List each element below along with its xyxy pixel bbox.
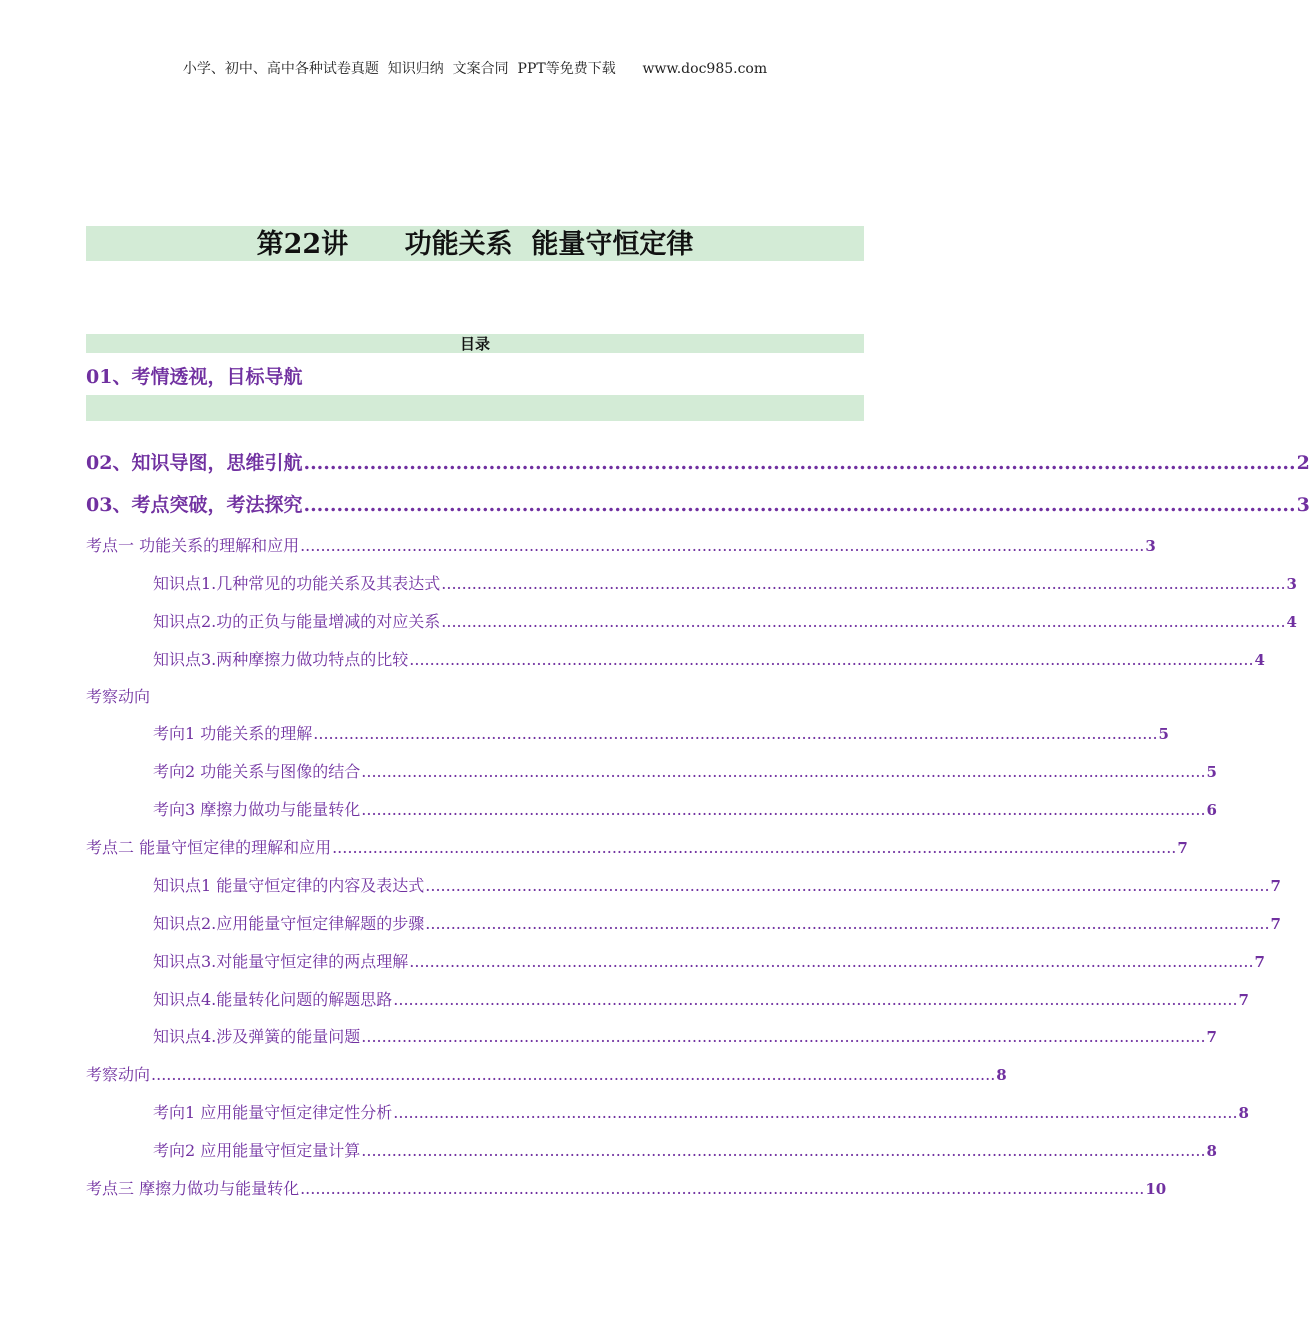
dot-leader: ...................................................................................................................................................................... (300, 536, 1145, 555)
toc-page-number: 8 (1238, 1104, 1249, 1122)
toc-label: 03、考点突破，考法探究 (86, 494, 303, 516)
dot-leader: ...................................................................................................................................................................... (409, 952, 1254, 971)
toc-kaoxiang-1-3[interactable] (153, 797, 1217, 820)
toc-kaoxiang-2-1[interactable] (153, 1100, 1249, 1123)
toc-page-number: 5 (1206, 763, 1217, 781)
toc-highlight-bar (86, 395, 864, 421)
toc-page-number: 3 (1296, 494, 1310, 516)
toc-page-number: 7 (1270, 915, 1281, 933)
toc-kaodian-3[interactable] (86, 1176, 1167, 1199)
toc-label: 考察动向 (86, 687, 151, 706)
toc-kaochadongxiang-2[interactable] (86, 1062, 1007, 1085)
dot-leader: ...................................................................................................................................................................... (393, 990, 1238, 1009)
toc-label: 知识点2.应用能量守恒定律解题的步骤 (153, 914, 425, 933)
toc-label: 考向1 功能关系的理解 (153, 724, 313, 743)
toc-section-3[interactable] (86, 490, 1310, 517)
dot-leader: ...................................................................................................................................................................... (425, 876, 1270, 895)
toc-label: 考向2 功能关系与图像的结合 (153, 762, 361, 781)
toc-page-number: 7 (1238, 991, 1249, 1009)
toc-kaoxiang-1-1[interactable] (153, 721, 1169, 744)
toc-label: 知识点1 能量守恒定律的内容及表达式 (153, 876, 425, 895)
toc-section-2[interactable] (86, 448, 1310, 475)
dot-leader: ...................................................................................................................................................... (303, 452, 1296, 474)
dot-leader: ...................................................................................................................................................................... (361, 1027, 1206, 1046)
toc-label: 知识点3.对能量守恒定律的两点理解 (153, 952, 409, 971)
toc-page-number: 4 (1254, 651, 1265, 669)
toc-page-number: 7 (1254, 953, 1265, 971)
toc-label: 考点一 功能关系的理解和应用 (86, 536, 300, 555)
toc-kaodian-2[interactable] (86, 835, 1188, 858)
site-header: 小学、初中、高中各种试卷真题 知识归纳 文案合同 PPT等免费下载 www.doc985.com (182, 61, 768, 77)
toc-label: 考向2 应用能量守恒定量计算 (153, 1141, 361, 1160)
toc-zhishidian-2-3[interactable] (153, 949, 1265, 972)
toc-label: 02、知识导图，思维引航 (86, 452, 303, 474)
toc-page-number: 7 (1270, 877, 1281, 895)
toc-page-number: 8 (996, 1066, 1007, 1084)
toc-label: 考察动向 (86, 1065, 151, 1084)
toc-section-1[interactable]: 01、考情透视，目标导航 (86, 366, 303, 388)
toc-kaodian-1[interactable] (86, 533, 1156, 556)
dot-leader: ...................................................................................................................................................................... (332, 838, 1177, 857)
dot-leader: ...................................................................................................................................................................... (361, 1141, 1206, 1160)
dot-leader: ...................................................................................................................................................................... (151, 1065, 996, 1084)
toc-label: 知识点1.几种常见的功能关系及其表达式 (153, 574, 441, 593)
toc-label: 知识点2.功的正负与能量增减的对应关系 (153, 612, 441, 631)
toc-page-number: 2 (1296, 452, 1310, 474)
dot-leader: ...................................................................................................................................................................... (300, 1179, 1145, 1198)
toc-label: 考点二 能量守恒定律的理解和应用 (86, 838, 332, 857)
toc-page-number: 8 (1206, 1142, 1217, 1160)
dot-leader: ...................................................................................................................................................................... (361, 800, 1206, 819)
toc-zhishidian-2-5[interactable] (153, 1024, 1217, 1047)
toc-zhishidian-1-1[interactable] (153, 571, 1297, 594)
dot-leader: ...................................................................................................................................................................... (441, 574, 1286, 593)
toc-zhishidian-1-3[interactable] (153, 647, 1265, 670)
dot-leader: ...................................................................................................................................................................... (361, 762, 1206, 781)
dot-leader: ...................................................................................................................................................................... (393, 1103, 1238, 1122)
toc-zhishidian-2-4[interactable] (153, 987, 1249, 1010)
toc-page-number: 6 (1206, 801, 1217, 819)
dot-leader: ...................................................................................................................................................................... (409, 650, 1254, 669)
toc-label: 考向3 摩擦力做功与能量转化 (153, 800, 361, 819)
toc-page-number: 4 (1286, 613, 1297, 631)
toc-heading: 目录 (86, 334, 864, 353)
toc-zhishidian-2-2[interactable] (153, 911, 1281, 934)
toc-page-number: 10 (1145, 1180, 1167, 1198)
toc-zhishidian-1-2[interactable] (153, 609, 1297, 632)
lecture-title: 第22讲 功能关系 能量守恒定律 (86, 226, 864, 261)
toc-label: 知识点3.两种摩擦力做功特点的比较 (153, 650, 409, 669)
toc-kaoxiang-2-2[interactable] (153, 1138, 1217, 1161)
dot-leader: ...................................................................................................................................................................... (441, 612, 1286, 631)
dot-leader: ...................................................................................................................................................... (303, 494, 1296, 516)
toc-page-number: 7 (1206, 1028, 1217, 1046)
toc-kaochadongxiang-1[interactable] (86, 684, 386, 707)
toc-label: 考向1 应用能量守恒定律定性分析 (153, 1103, 393, 1122)
dot-leader: ...................................................................................................................................................................... (313, 724, 1158, 743)
toc-zhishidian-2-1[interactable] (153, 873, 1281, 896)
toc-label: 知识点4.涉及弹簧的能量问题 (153, 1027, 361, 1046)
toc-label: 考点三 摩擦力做功与能量转化 (86, 1179, 300, 1198)
toc-page-number: 3 (1145, 537, 1156, 555)
toc-label: 知识点4.能量转化问题的解题思路 (153, 990, 393, 1009)
dot-leader: ...................................................................................................................................................................... (425, 914, 1270, 933)
toc-page-number: 3 (1286, 575, 1297, 593)
toc-page-number: 7 (1177, 839, 1188, 857)
toc-page-number: 5 (1158, 725, 1169, 743)
toc-kaoxiang-1-2[interactable] (153, 759, 1217, 782)
